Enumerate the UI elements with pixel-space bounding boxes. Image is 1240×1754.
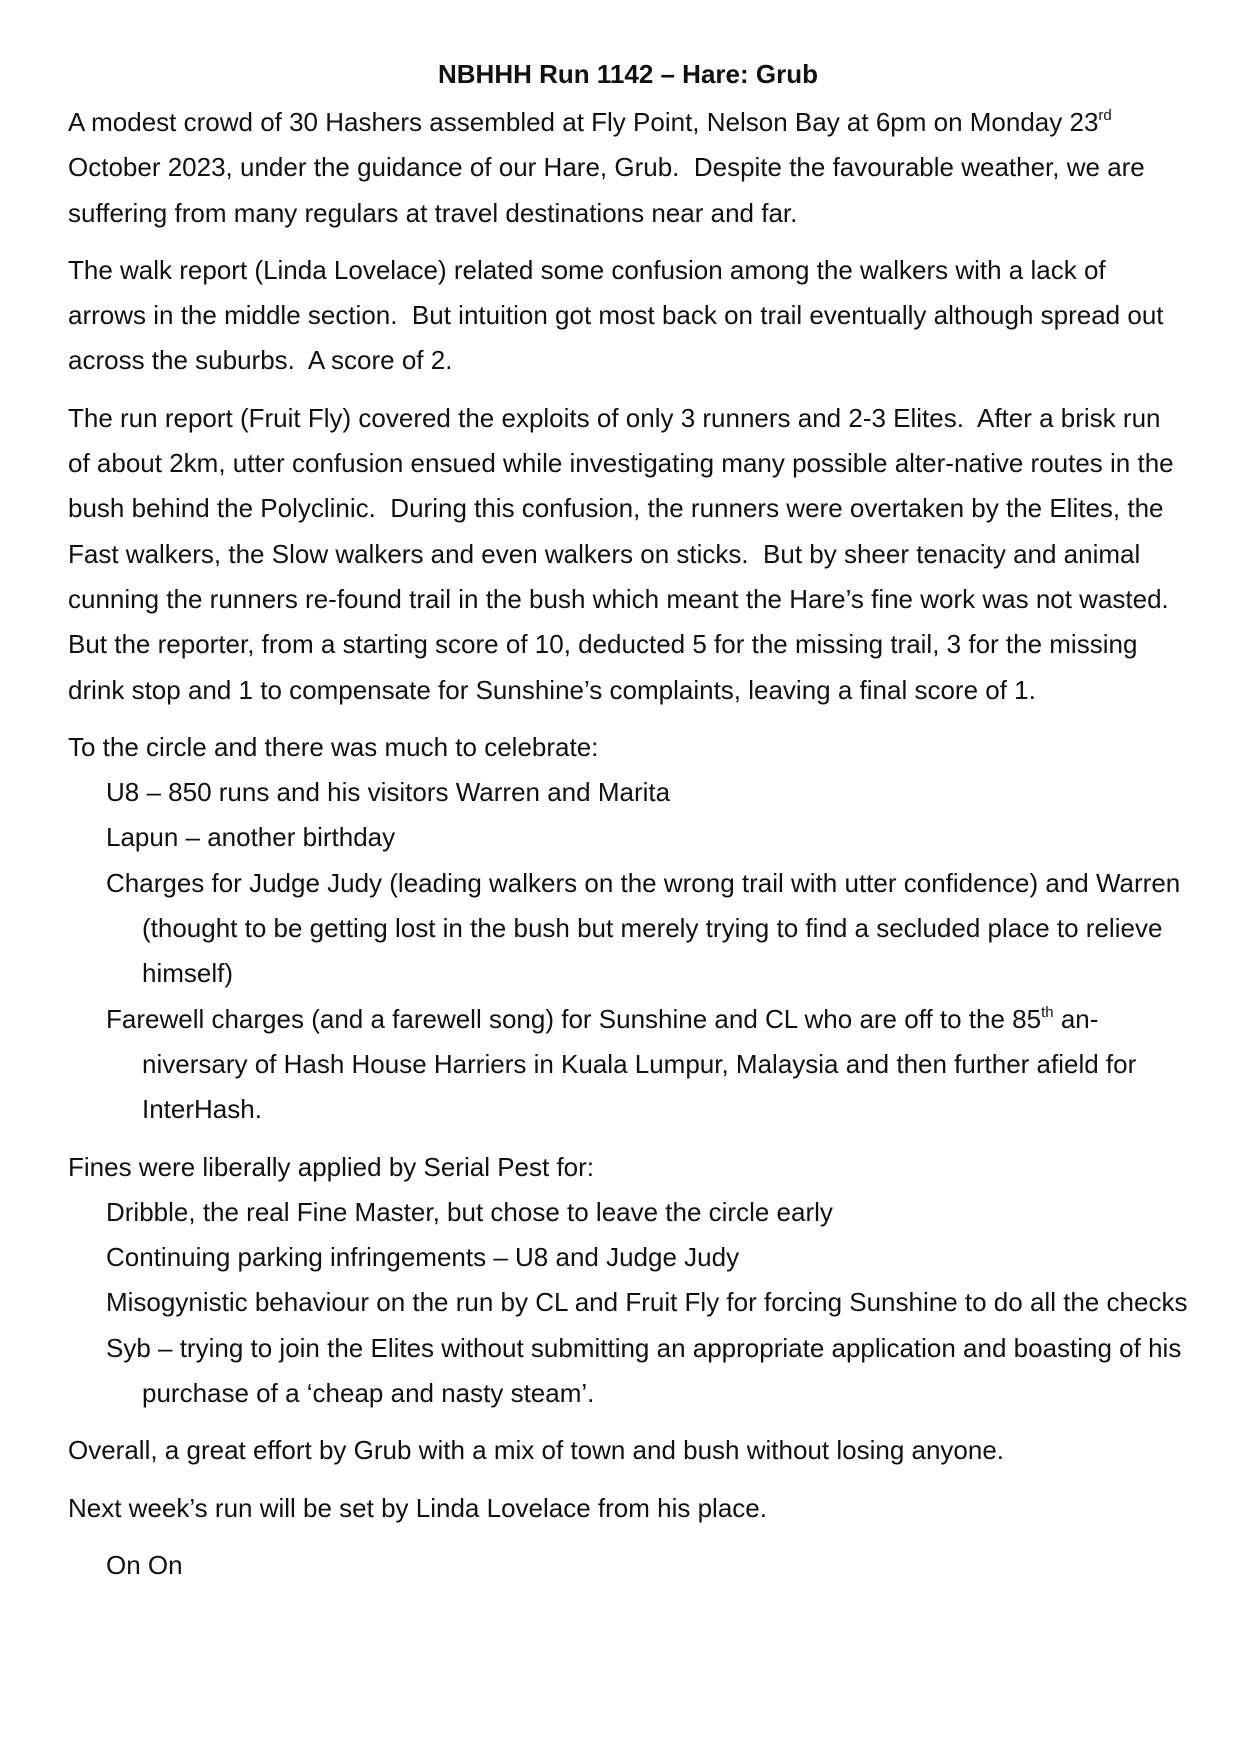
circle-item: U8 – 850 runs and his visitors Warren and Marita	[106, 777, 671, 808]
signoff-text: On On	[106, 1549, 183, 1580]
fines-item: Dribble, the real Fine Master, but chose to leave the circle early	[106, 1196, 833, 1227]
farewell-text-start: Farewell charges (and a farewell song) for Sunshine and CL who are off to the 85	[106, 1003, 1042, 1034]
walk-report-paragraph: The walk report (Linda Lovelace) related some confusion among the walkers with a lack of arrows in the middle section. But intuition got most back on trail eventually although spread out across the suburbs. A score of 2.	[68, 254, 1164, 376]
intro-text-end: October 2023, under the guidance of our Hare, Grub. Despite the favourable weather, we are suffering from many regulars at travel destinations near and far.	[68, 152, 1145, 228]
fines-item: Continuing parking infringements – U8 and Judge Judy	[106, 1242, 740, 1273]
circle-item: Charges for Judge Judy (leading walkers on the wrong trail with utter confidence) and Warren (thought to be getting lost in the bush but merely trying to find a secluded place to relieve himself)	[106, 867, 1181, 989]
page-title: NBHHH Run 1142 – Hare: Grub	[438, 59, 818, 89]
circle-heading: To the circle and there was much to celebrate:	[68, 731, 599, 762]
farewell-ordinal-suffix: th	[1041, 1003, 1054, 1021]
farewell-text-end: an-niversary of Hash House Harriers in Kuala Lumpur, Malaysia and then further afield for InterHash.	[142, 1003, 1137, 1125]
run-report-paragraph: The run report (Fruit Fly) covered the exploits of only 3 runners and 2-3 Elites. After a brisk run of about 2km, utter confusion ensued while investigating many possible alter-native routes in the bush behind the Polyclinic. During this confusion, the runners were overtaken by the Elites, the Fast walkers, the Slow walkers and even walkers on sticks. But by sheer tenacity and animal cunning the runners re-found trail in the bush which meant the Hare’s fine work was not wasted. But the reporter, from a starting score of 10, deducted 5 for the missing trail, 3 for the missing drink stop and 1 to compensate for Sunshine’s complaints, leaving a final score of 1.	[68, 402, 1177, 705]
intro-text-start: A modest crowd of 30 Hashers assembled at Fly Point, Nelson Bay at 6pm on Monday 23	[68, 107, 1099, 137]
fines-heading: Fines were liberally applied by Serial Pest for:	[68, 1151, 595, 1182]
document-page	[68, 52, 1188, 1588]
fines-item: Misogynistic behaviour on the run by CL and Fruit Fly for forcing Sunshine to do all the checks	[106, 1287, 1188, 1318]
fines-list	[68, 1190, 1188, 1416]
intro-ordinal-suffix: rd	[1098, 107, 1112, 124]
overall-paragraph: Overall, a great effort by Grub with a mix of town and bush without losing anyone.	[68, 1435, 1005, 1466]
circle-list	[68, 770, 1188, 1132]
circle-item-farewell	[68, 997, 1188, 1133]
intro-paragraph	[68, 100, 1188, 236]
next-week-paragraph: Next week’s run will be set by Linda Lovelace from his place.	[68, 1492, 767, 1523]
fines-item: Syb – trying to join the Elites without submitting an appropriate application and boasting of his purchase of a ‘cheap and nasty steam’.	[106, 1332, 1182, 1409]
circle-item: Lapun – another birthday	[106, 822, 396, 853]
